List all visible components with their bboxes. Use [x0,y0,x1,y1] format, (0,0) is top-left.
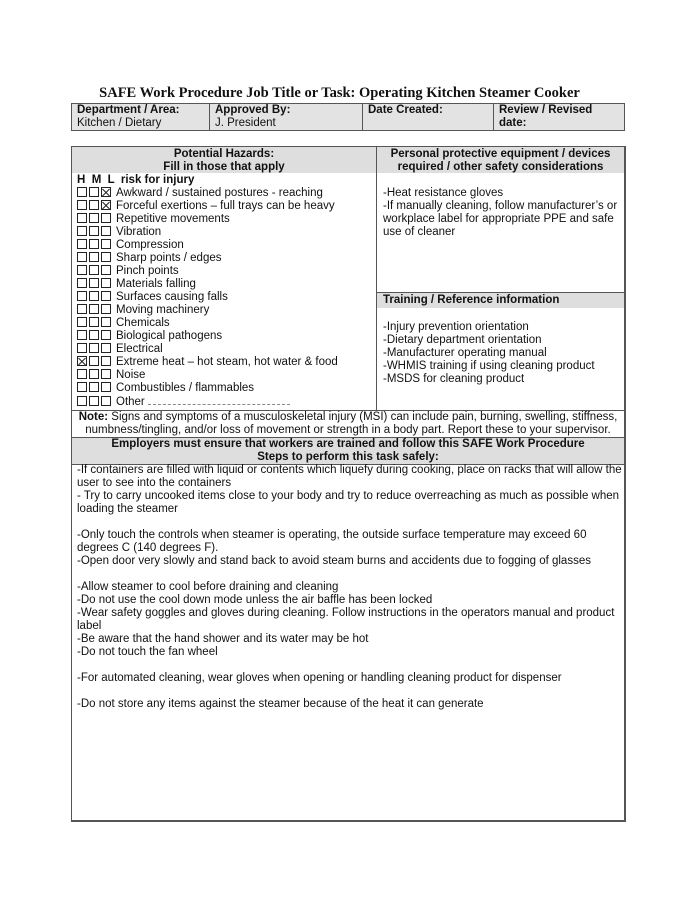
info-table [71,103,625,131]
risk-m-checkbox[interactable] [89,304,99,314]
risk-m-checkbox[interactable] [89,382,99,392]
step-line: loading the steamer [77,503,179,515]
risk-m-checkbox[interactable] [89,278,99,288]
steps-header-line2: Steps to perform this task safely: [257,451,439,463]
risk-m-checkbox[interactable] [89,317,99,327]
risk-m-checkbox[interactable] [89,265,99,275]
note-line1: Signs and symptoms of a musculoskeletal injury (MSI) can include pain, burning, swelling, stiffness, [108,411,618,423]
hazard-label: Materials falling [116,278,196,290]
hml-legend: H M L risk for injury [77,174,195,186]
risk-h-checkbox[interactable] [77,330,87,340]
training-line: -Dietary department orientation [383,334,542,346]
approved-by-label: Approved By: [215,104,291,116]
step-line: -Wear safety goggles and gloves during cleaning. Follow instructions in the operators manual and product [77,607,615,619]
training-line: -MSDS for cleaning product [383,373,525,385]
department-label: Department / Area: [77,104,180,116]
department-cell [72,104,210,131]
hazards-header-line1: Potential Hazards: [173,148,275,160]
hazard-label: Extreme heat – hot steam, hot water & food [116,356,338,368]
risk-checkbox-group [77,382,113,395]
risk-h-checkbox[interactable] [77,213,87,223]
training-line: -WHMIS training if using cleaning product [383,360,595,372]
risk-checkbox-group [77,369,113,382]
risk-m-checkbox[interactable] [89,369,99,379]
other-input-line[interactable] [148,395,290,405]
hazard-row [77,343,376,356]
hazard-row [77,330,376,343]
step-line: -Do not touch the fan wheel [77,646,218,658]
risk-h-checkbox[interactable] [77,187,87,197]
hazard-row [77,395,376,409]
hazard-label: Awkward / sustained postures - reaching [116,187,323,199]
step-line [77,659,623,672]
risk-l-checkbox[interactable] [101,252,111,262]
step-line: user to see into the containers [77,477,232,489]
step-line [77,516,623,529]
hazard-label: Moving machinery [116,304,210,316]
risk-h-checkbox[interactable] [77,239,87,249]
risk-checkbox-group [77,187,113,200]
hazard-label: Vibration [116,226,162,238]
risk-checkbox-group [77,265,113,278]
risk-l-checkbox[interactable] [101,304,111,314]
risk-h-checkbox[interactable] [77,304,87,314]
ppe-header [377,147,624,173]
step-line: label [77,620,102,632]
risk-checkbox-group [77,226,113,239]
steps-header [72,437,624,465]
risk-h-checkbox[interactable] [77,382,87,392]
steps-body [72,464,623,711]
risk-l-checkbox[interactable] [101,265,111,275]
risk-l-checkbox[interactable] [101,356,111,366]
training-header: Training / Reference information [377,293,624,308]
hazards-section [72,147,377,410]
risk-checkbox-group [77,239,113,252]
hazard-label: Combustibles / flammables [116,382,255,394]
risk-h-checkbox[interactable] [77,226,87,236]
risk-m-checkbox[interactable] [89,226,99,236]
risk-l-checkbox[interactable] [101,382,111,392]
ppe-section [377,147,624,410]
risk-m-checkbox[interactable] [89,200,99,210]
risk-h-checkbox[interactable] [77,252,87,262]
risk-l-checkbox[interactable] [101,369,111,379]
hazard-label: Electrical [116,343,163,355]
risk-checkbox-group [77,200,113,213]
hazard-label: Noise [116,369,146,381]
hazard-row [77,317,376,330]
hazard-label: Surfaces causing falls [116,291,228,303]
hazard-label: Repetitive movements [116,213,230,225]
step-line: -Do not use the cool down mode unless the air baffle has been locked [77,594,433,606]
procedure-grid [71,146,626,822]
training-line: -Manufacturer operating manual [383,347,547,359]
hazard-row [77,265,376,278]
hazards-header [72,147,376,173]
risk-checkbox-group [77,330,113,343]
hazard-label: Other [116,396,145,408]
hazard-row [77,213,376,226]
hazard-row [77,252,376,265]
risk-h-checkbox[interactable] [77,278,87,288]
risk-m-checkbox[interactable] [89,213,99,223]
risk-l-checkbox[interactable] [101,200,111,210]
step-line: - Try to carry uncooked items close to your body and try to reduce overreaching as much as possible when [77,490,620,502]
risk-h-checkbox[interactable] [77,200,87,210]
hazards-header-line2: Fill in those that apply [163,161,285,173]
risk-l-checkbox[interactable] [101,226,111,236]
risk-checkbox-group [77,304,113,317]
hazard-row [77,291,376,304]
risk-h-checkbox[interactable] [77,291,87,301]
risk-m-checkbox[interactable] [89,239,99,249]
ppe-header-line1: Personal protective equipment / devices [390,148,611,160]
risk-l-checkbox[interactable] [101,343,111,353]
risk-l-checkbox[interactable] [101,291,111,301]
hazard-row [77,200,376,213]
step-line: -Do not store any items against the steamer because of the heat it can generate [77,698,484,710]
risk-l-checkbox[interactable] [101,330,111,340]
step-line: -For automated cleaning, wear gloves when opening or handling cleaning product for dispenser [77,672,562,684]
risk-h-checkbox[interactable] [77,356,87,366]
note-label: Note: [78,411,109,423]
msi-note [72,410,624,437]
risk-l-checkbox[interactable] [101,239,111,249]
risk-h-checkbox[interactable] [77,369,87,379]
hazard-label: Compression [116,239,184,251]
hazard-label: Biological pathogens [116,330,223,342]
approved-by-cell [210,104,363,131]
risk-checkbox-group [77,291,113,304]
hazard-row [77,187,376,200]
risk-l-checkbox[interactable] [101,187,111,197]
risk-m-checkbox[interactable] [89,291,99,301]
review-date-label: Review / Revised date: [499,104,593,129]
step-line: -Allow steamer to cool before draining and cleaning [77,581,339,593]
risk-checkbox-group [77,396,113,409]
risk-checkbox-group [77,278,113,291]
risk-m-checkbox[interactable] [89,330,99,340]
hazard-label: Chemicals [116,317,170,329]
department-value: Kitchen / Dietary [77,117,162,129]
hazard-row [77,382,376,395]
risk-l-checkbox[interactable] [101,317,111,327]
approved-by-value: J. President [215,117,276,129]
step-line: -Open door very slowly and stand back to avoid steam burns and accidents due to fogging of glasses [77,555,591,567]
steps-header-line1: Employers must ensure that workers are trained and follow this SAFE Work Procedure [111,438,585,450]
ppe-line: -Heat resistance gloves [383,187,504,199]
ppe-header-line2: required / other safety considerations [397,161,604,173]
ppe-line: workplace label for appropriate PPE and safe [383,213,614,225]
hazard-label: Forceful exertions – full trays can be heavy [116,200,335,212]
hazards-list [72,173,376,409]
document-title [0,85,695,102]
hazard-row [77,356,376,369]
risk-m-checkbox[interactable] [89,396,99,406]
risk-l-checkbox[interactable] [101,213,111,223]
risk-h-checkbox[interactable] [77,343,87,353]
risk-checkbox-group [77,343,113,356]
hazard-row [77,278,376,291]
ppe-line: use of cleaner [383,226,456,238]
step-line [77,685,623,698]
ppe-line: -If manually cleaning, follow manufacturer’s or [383,200,618,212]
step-line [77,568,623,581]
hazard-label: Sharp points / edges [116,252,222,264]
step-line: -If containers are filled with liquid or contents which liquefy during cooking, place on racks that will allow the [77,464,622,476]
risk-checkbox-group [77,252,113,265]
document-title-text: SAFE Work Procedure Job Title or Task: Operating Kitchen Steamer Cooker [99,85,580,101]
hazard-label: Pinch points [116,265,179,277]
step-line: -Be aware that the hand shower and its water may be hot [77,633,369,645]
risk-checkbox-group [77,213,113,226]
hazard-row [77,226,376,239]
step-line: degrees C (140 degrees F). [77,542,219,554]
step-line: -Only touch the controls when steamer is operating, the outside surface temperature may exceed 60 [77,529,587,541]
risk-checkbox-group [77,317,113,330]
hazard-row [77,239,376,252]
note-line2: numbness/tingling, and/or loss of movement or strength in a body part. Report these to your supervisor. [85,424,611,436]
training-body [377,308,624,386]
risk-l-checkbox[interactable] [101,396,111,406]
review-date-cell [494,104,625,131]
risk-m-checkbox[interactable] [89,356,99,366]
risk-h-checkbox[interactable] [77,317,87,327]
hazard-row [77,304,376,317]
risk-m-checkbox[interactable] [89,252,99,262]
risk-h-checkbox[interactable] [77,265,87,275]
risk-checkbox-group [77,356,113,369]
risk-l-checkbox[interactable] [101,278,111,288]
risk-h-checkbox[interactable] [77,396,87,406]
risk-m-checkbox[interactable] [89,187,99,197]
date-created-cell [363,104,494,131]
risk-m-checkbox[interactable] [89,343,99,353]
date-created-label: Date Created: [368,104,443,116]
ppe-body [377,173,624,293]
hazard-row [77,369,376,382]
training-line: -Injury prevention orientation [383,321,529,333]
